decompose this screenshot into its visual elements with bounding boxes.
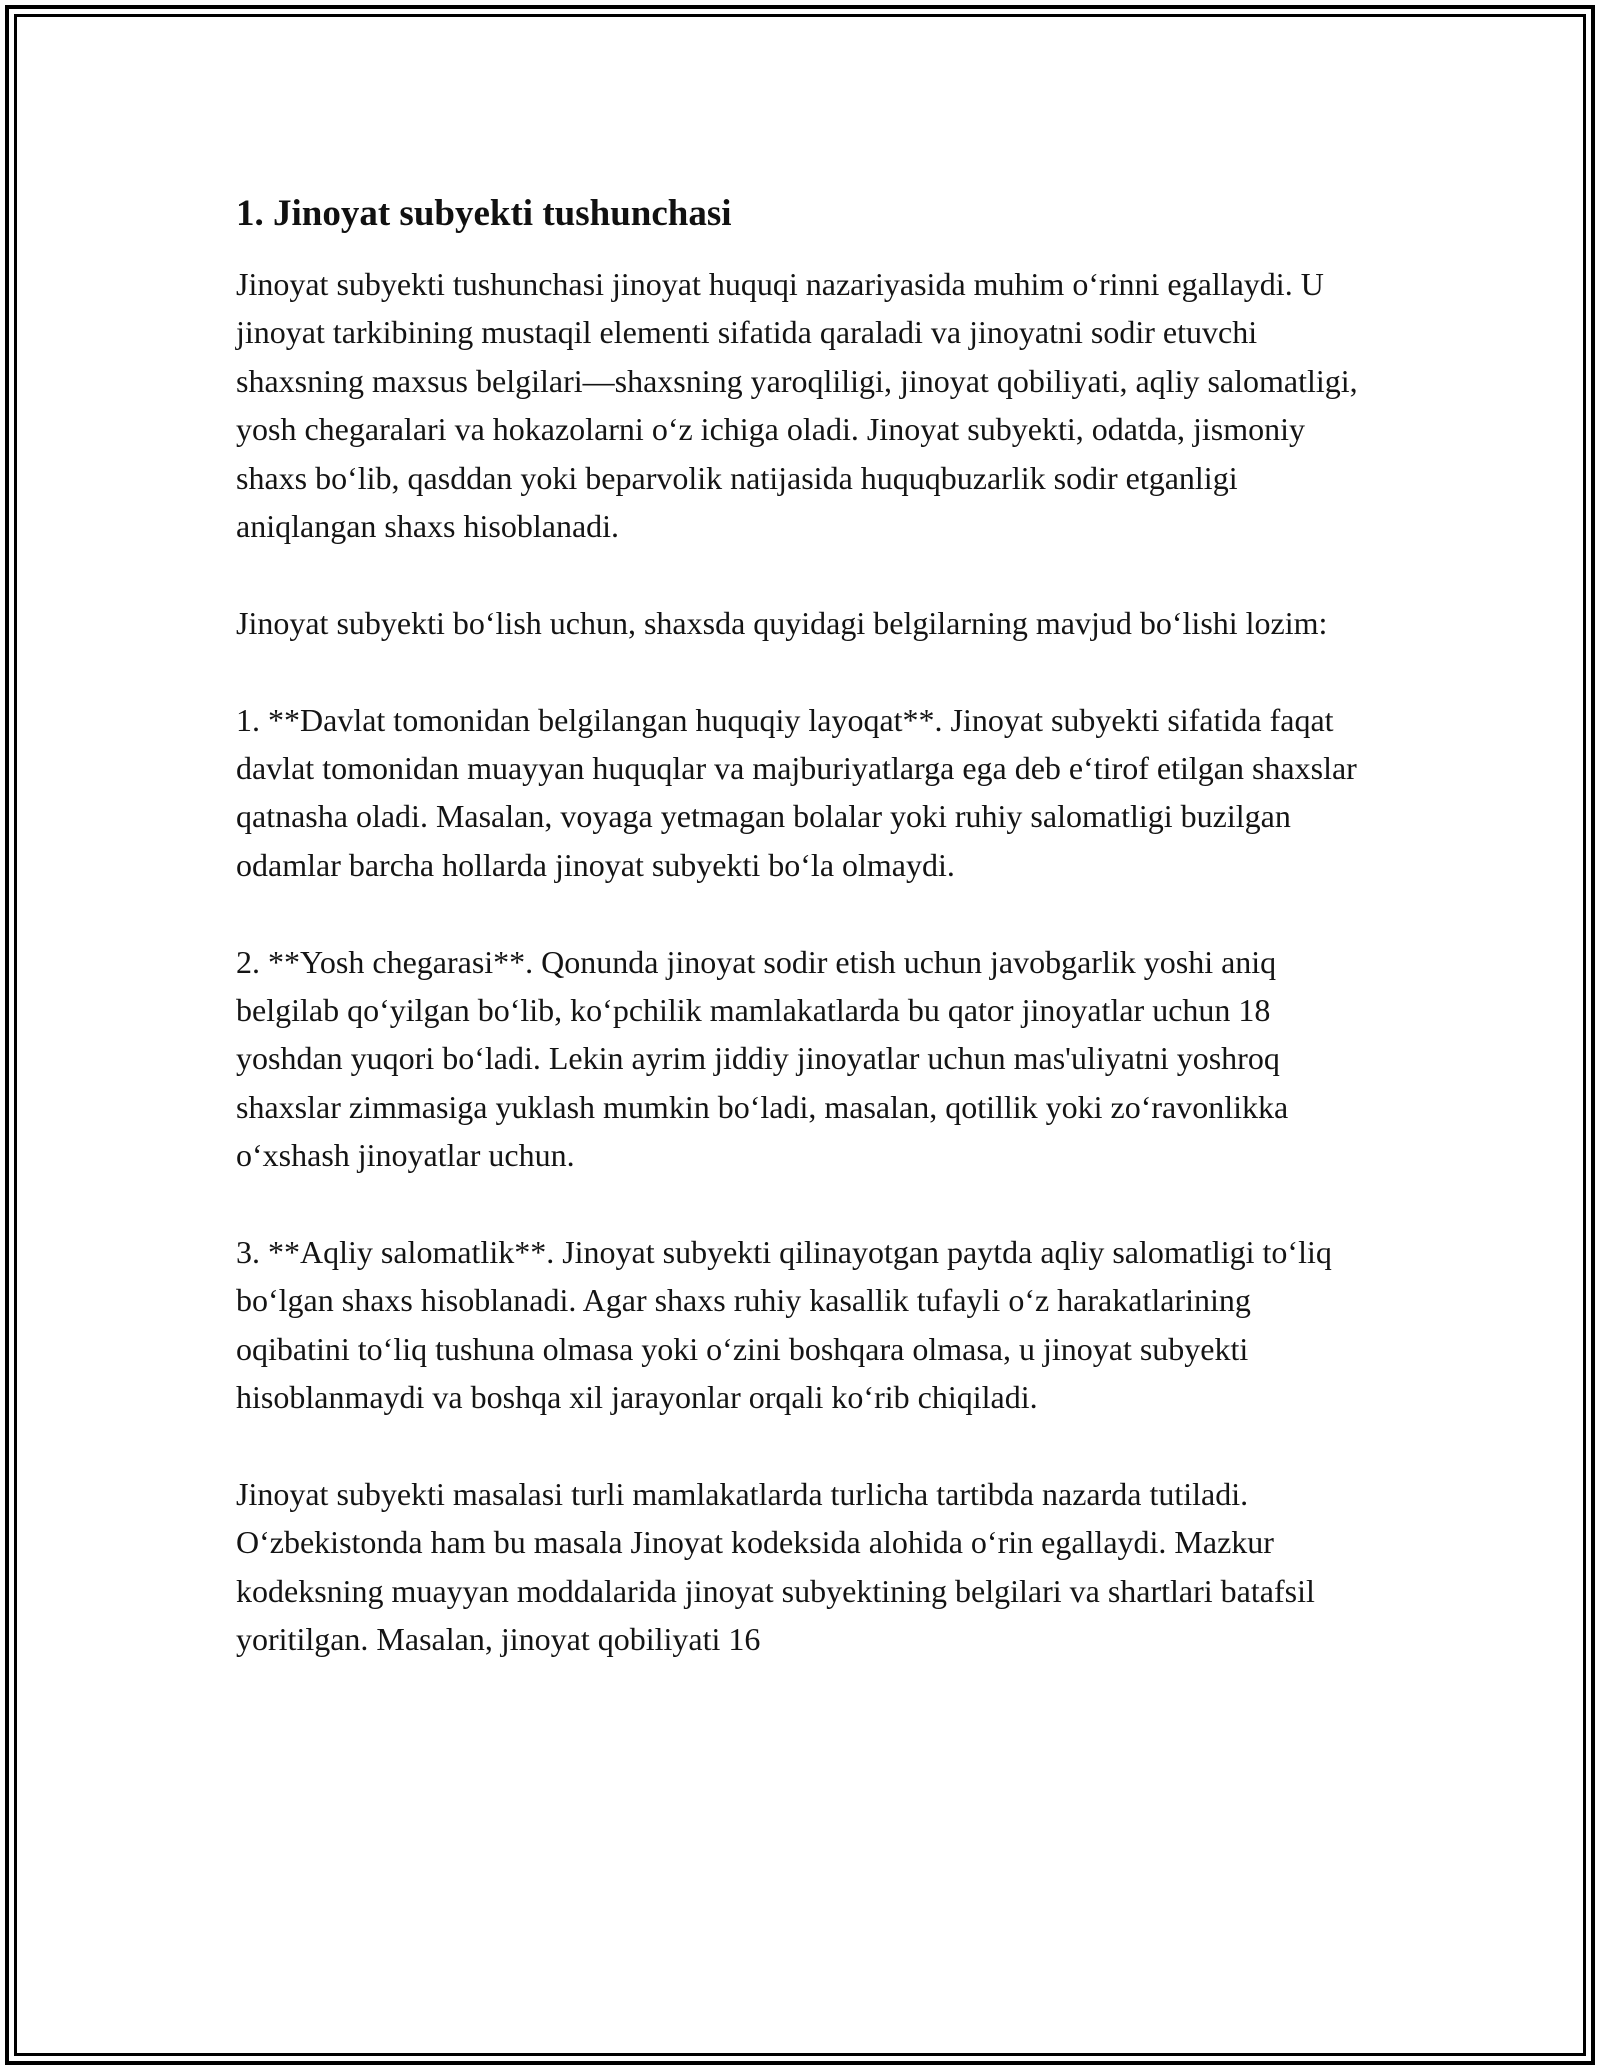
paragraph-intro: Jinoyat subyekti tushunchasi jinoyat huquqi nazariyasida muhim o‘rinni egallaydi. U jinoyat tarkibining mustaqil elementi sifatida qaraladi va jinoyatni sodir etuvchi shaxsning maxsus belgilari—shaxsning yaroqliligi, jinoyat qobiliyati, aqliy salomatligi, yosh chegaralari va hokazolarni o‘z ichiga oladi. Jinoyat subyekti, odatda, jismoniy shaxs bo‘lib, qasddan yoki beparvolik natijasida huquqbuzarlik sodir etganligi aniqlangan shaxs hisoblanadi.	[236, 266, 1358, 545]
list-item-age-limit: 2. **Yosh chegarasi**. Qonunda jinoyat sodir etish uchun javobgarlik yoshi aniq belgilab qo‘yilgan bo‘lib, ko‘pchilik mamlakatlarda bu qator jinoyatlar uchun 18 yoshdan yuqori bo‘ladi. Lekin ayrim jiddiy jinoyatlar uchun mas'uliyatni yoshroq shaxslar zimmasiga yuklash mumkin bo‘ladi, masalan, qotillik yoki zo‘ravonlikka o‘xshash jinoyatlar uchun.	[236, 943, 1289, 1174]
list-item-legal-capacity: 1. **Davlat tomonidan belgilangan huquqiy layoqat**. Jinoyat subyekti sifatida faqat davlat tomonidan muayyan huquqlar va majburiyatlarga ega deb e‘tirof etilgan shaxslar qatnasha oladi. Masalan, voyaga yetmagan bolalar yoki ruhiy salomatligi buzilgan odamlar barcha hollarda jinoyat subyekti bo‘la olmaydi.	[236, 701, 1357, 883]
section-heading: 1. Jinoyat subyekti tushunchasi	[236, 193, 732, 234]
paragraph-requirements: Jinoyat subyekti bo‘lish uchun, shaxsda quyidagi belgilarning mavjud bo‘lishi lozim:	[236, 604, 1328, 641]
document-body	[236, 186, 1366, 1664]
paragraph-uzbekistan: Jinoyat subyekti masalasi turli mamlakatlarda turlicha tartibda nazarda tutiladi. O‘zbekistonda ham bu masala Jinoyat kodeksida alohida o‘rin egallaydi. Mazkur kodeksning muayyan moddalarida jinoyat subyektining belgilari va shartlari batafsil yoritilgan. Masalan, jinoyat qobiliyati 16	[236, 1476, 1315, 1658]
list-item-mental-health: 3. **Aqliy salomatlik**. Jinoyat subyekti qilinayotgan paytda aqliy salomatligi to‘liq bo‘lgan shaxs hisoblanadi. Agar shaxs ruhiy kasallik tufayli o‘z harakatlarining oqibatini to‘liq tushuna olmasa yoki o‘zini boshqara olmasa, u jinoyat subyekti hisoblanmaydi va boshqa xil jarayonlar orqali ko‘rib chiqiladi.	[236, 1234, 1332, 1416]
